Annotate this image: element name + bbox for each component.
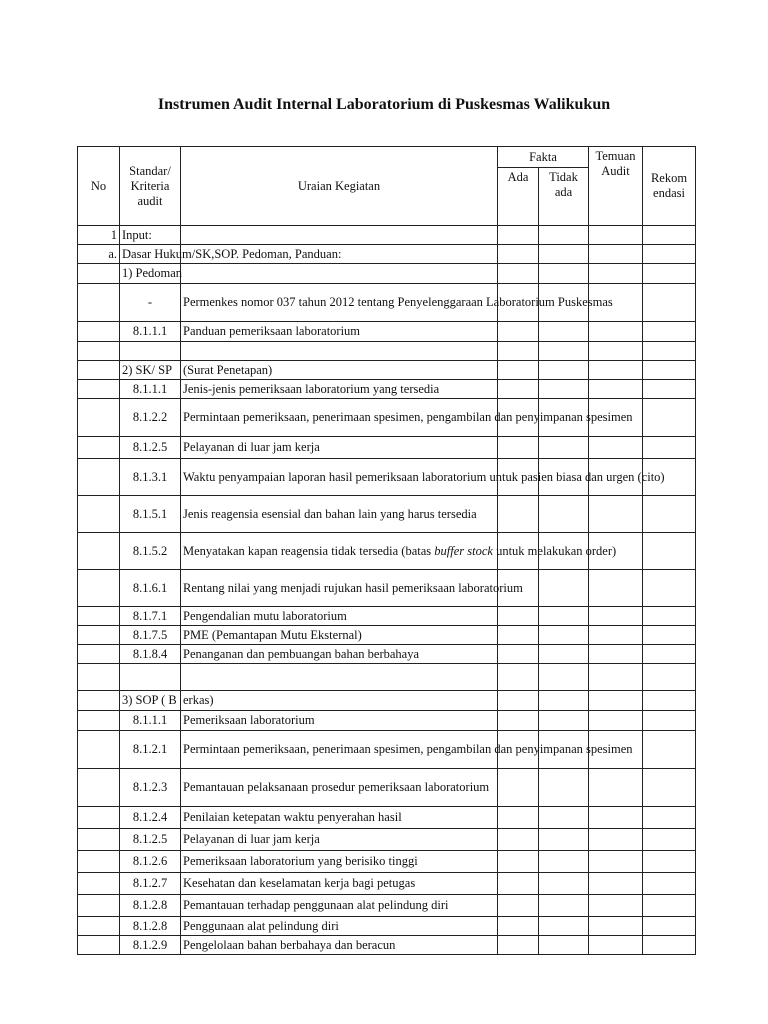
cell-temuan — [589, 711, 643, 731]
cell-temuan — [589, 264, 643, 284]
row-standard: 8.1.2.5 — [120, 437, 181, 459]
cell-ada — [498, 342, 539, 361]
table-row — [78, 570, 696, 607]
row-description — [181, 264, 498, 284]
cell-rekomendasi — [643, 829, 696, 851]
cell-temuan — [589, 226, 643, 245]
row-standard: 8.1.2.4 — [120, 807, 181, 829]
row-description — [181, 361, 498, 380]
cell-ada — [498, 380, 539, 399]
cell-tidak-ada — [539, 342, 589, 361]
cell-temuan — [589, 570, 643, 607]
cell-ada — [498, 645, 539, 664]
cell-rekomendasi — [643, 807, 696, 829]
row-number — [78, 895, 120, 917]
row-standard: 1) Pedoman — [120, 264, 181, 284]
row-description — [181, 936, 498, 955]
row-number — [78, 322, 120, 342]
row-number: a. — [78, 245, 120, 264]
cell-temuan — [589, 917, 643, 936]
table-row — [78, 361, 696, 380]
header-rekomendasi: Rekom endasi — [643, 147, 696, 226]
cell-temuan — [589, 769, 643, 807]
cell-tidak-ada — [539, 570, 589, 607]
header-standar: Standar/ Kriteria audit — [120, 147, 181, 226]
description-text: Pemeriksaan laboratorium yang berisiko tinggi — [183, 854, 418, 868]
cell-temuan — [589, 626, 643, 645]
row-description — [181, 496, 498, 533]
cell-temuan — [589, 829, 643, 851]
row-standard: 8.1.7.1 — [120, 607, 181, 626]
cell-rekomendasi — [643, 626, 696, 645]
table-row — [78, 829, 696, 851]
description-text: Waktu penyampaian laporan hasil pemeriksaan laboratorium untuk pasien biasa dan urgen (cito) — [183, 469, 665, 484]
cell-temuan — [589, 496, 643, 533]
row-description — [181, 607, 498, 626]
cell-temuan — [589, 691, 643, 711]
row-standard: 8.1.5.2 — [120, 533, 181, 570]
cell-rekomendasi — [643, 873, 696, 895]
row-description — [181, 711, 498, 731]
cell-rekomendasi — [643, 496, 696, 533]
description-text: Penilaian ketepatan waktu penyerahan hasil — [183, 810, 402, 824]
cell-rekomendasi — [643, 895, 696, 917]
row-number — [78, 664, 120, 691]
table-row — [78, 399, 696, 437]
row-standard: 8.1.2.2 — [120, 399, 181, 437]
cell-rekomendasi — [643, 533, 696, 570]
row-standard: 8.1.1.1 — [120, 380, 181, 399]
table-row — [78, 459, 696, 496]
row-number — [78, 769, 120, 807]
cell-tidak-ada — [539, 226, 589, 245]
table-row — [78, 245, 696, 264]
row-standard: 2) SK/ SP — [120, 361, 181, 380]
description-text: Jenis-jenis pemeriksaan laboratorium yang tersedia — [183, 381, 440, 396]
row-number — [78, 645, 120, 664]
table-row — [78, 264, 696, 284]
row-description — [181, 459, 665, 496]
table-row — [78, 533, 696, 570]
cell-temuan — [589, 664, 643, 691]
cell-ada — [498, 496, 539, 533]
cell-tidak-ada — [539, 873, 589, 895]
cell-rekomendasi — [643, 264, 696, 284]
description-text: Pemantauan terhadap penggunaan alat pelindung diri — [183, 898, 449, 912]
table-row — [78, 284, 696, 322]
cell-tidak-ada — [539, 807, 589, 829]
row-standard: 8.1.1.1 — [120, 322, 181, 342]
row-number — [78, 851, 120, 873]
row-description — [181, 691, 498, 711]
row-standard: 8.1.1.1 — [120, 711, 181, 731]
row-standard: 3) SOP ( B — [120, 691, 181, 711]
row-number — [78, 459, 120, 496]
cell-rekomendasi — [643, 917, 696, 936]
cell-rekomendasi — [643, 380, 696, 399]
description-text: erkas) — [183, 693, 214, 707]
cell-tidak-ada — [539, 664, 589, 691]
table-row — [78, 731, 696, 769]
table-row — [78, 769, 696, 807]
table-row — [78, 895, 696, 917]
row-description — [181, 873, 498, 895]
row-number — [78, 533, 120, 570]
cell-temuan — [589, 936, 643, 955]
table-row — [78, 873, 696, 895]
cell-rekomendasi — [643, 936, 696, 955]
row-number: 1 — [78, 226, 120, 245]
table-row — [78, 917, 696, 936]
cell-tidak-ada — [539, 607, 589, 626]
row-description — [181, 570, 523, 607]
row-standard: 8.1.6.1 — [120, 570, 181, 607]
table-row — [78, 607, 696, 626]
row-description — [181, 895, 498, 917]
row-number — [78, 496, 120, 533]
cell-rekomendasi — [643, 664, 696, 691]
cell-tidak-ada — [539, 691, 589, 711]
row-standard: - — [120, 284, 181, 322]
row-number — [78, 437, 120, 459]
table-row — [78, 626, 696, 645]
description-text: Permintaan pemeriksaan, penerimaan spesimen, pengambilan dan penyimpanan spesimen — [183, 742, 633, 756]
header-tidak-ada: Tidak ada — [539, 168, 589, 226]
cell-tidak-ada — [539, 711, 589, 731]
row-number — [78, 711, 120, 731]
cell-tidak-ada — [539, 829, 589, 851]
cell-rekomendasi — [643, 226, 696, 245]
row-standard: 8.1.2.9 — [120, 936, 181, 955]
row-number — [78, 607, 120, 626]
cell-tidak-ada — [539, 769, 589, 807]
cell-temuan — [589, 342, 643, 361]
description-text: Permintaan pemeriksaan, penerimaan spesimen, pengambilan dan penyimpanan spesimen — [183, 410, 633, 424]
description-text: Jenis reagensia esensial dan bahan lain yang harus tersedia — [183, 506, 477, 521]
description-text: Pengendalian mutu laboratorium — [183, 608, 347, 623]
row-description — [181, 284, 613, 322]
cell-rekomendasi — [643, 361, 696, 380]
cell-temuan — [589, 322, 643, 342]
table-row — [78, 645, 696, 664]
row-description — [181, 533, 617, 570]
cell-ada — [498, 245, 539, 264]
cell-temuan — [589, 873, 643, 895]
cell-rekomendasi — [643, 731, 696, 769]
cell-temuan — [589, 245, 643, 264]
row-number — [78, 691, 120, 711]
cell-rekomendasi — [643, 322, 696, 342]
cell-tidak-ada — [539, 936, 589, 955]
cell-ada — [498, 769, 539, 807]
row-number — [78, 284, 120, 322]
table-row — [78, 322, 696, 342]
table-row — [78, 496, 696, 533]
cell-rekomendasi — [643, 570, 696, 607]
cell-temuan — [589, 645, 643, 664]
row-number — [78, 917, 120, 936]
row-number — [78, 829, 120, 851]
row-standard: 8.1.7.5 — [120, 626, 181, 645]
table-row — [78, 807, 696, 829]
cell-temuan — [589, 895, 643, 917]
cell-tidak-ada — [539, 245, 589, 264]
row-number — [78, 380, 120, 399]
cell-ada — [498, 264, 539, 284]
description-text: PME (Pemantapan Mutu Eksternal) — [183, 627, 362, 642]
cell-ada — [498, 691, 539, 711]
row-description — [181, 829, 498, 851]
row-description — [181, 226, 498, 245]
cell-rekomendasi — [643, 284, 696, 322]
cell-tidak-ada — [539, 917, 589, 936]
description-tail: untuk melakukan order) — [492, 543, 617, 558]
row-standard: 8.1.2.3 — [120, 769, 181, 807]
cell-ada — [498, 361, 539, 380]
row-description — [181, 399, 633, 437]
cell-tidak-ada — [539, 851, 589, 873]
row-standard: 8.1.5.1 — [120, 496, 181, 533]
row-description — [181, 769, 498, 807]
cell-tidak-ada — [539, 264, 589, 284]
row-description — [181, 626, 498, 645]
row-number — [78, 361, 120, 380]
cell-tidak-ada — [539, 895, 589, 917]
description-text: (Surat Penetapan) — [183, 362, 273, 377]
cell-rekomendasi — [643, 245, 696, 264]
table-body — [78, 226, 696, 955]
cell-ada — [498, 626, 539, 645]
cell-tidak-ada — [539, 437, 589, 459]
row-standard: 8.1.2.6 — [120, 851, 181, 873]
row-standard: 8.1.2.8 — [120, 895, 181, 917]
cell-ada — [498, 829, 539, 851]
row-number — [78, 342, 120, 361]
cell-tidak-ada — [539, 626, 589, 645]
row-description — [181, 807, 498, 829]
description-text: Pemantauan pelaksanaan prosedur pemeriksaan laboratorium — [183, 780, 490, 794]
row-standard — [120, 664, 181, 691]
cell-temuan — [589, 361, 643, 380]
cell-rekomendasi — [643, 607, 696, 626]
row-standard: Input: — [120, 226, 181, 245]
row-description — [181, 645, 498, 664]
cell-ada — [498, 873, 539, 895]
cell-tidak-ada — [539, 380, 589, 399]
cell-ada — [498, 807, 539, 829]
cell-ada — [498, 936, 539, 955]
table-row — [78, 851, 696, 873]
row-number — [78, 570, 120, 607]
row-number — [78, 807, 120, 829]
cell-temuan — [589, 380, 643, 399]
cell-rekomendasi — [643, 711, 696, 731]
header-no: No — [78, 147, 120, 226]
audit-table — [77, 146, 696, 955]
table-row — [78, 226, 696, 245]
description-text: Pengelolaan bahan berbahaya dan beracun — [183, 937, 396, 952]
document-title: Instrumen Audit Internal Laboratorium di Puskesmas Walikukun — [157, 96, 611, 113]
cell-ada — [498, 851, 539, 873]
row-standard: Dasar Hukum/SK,SOP. Pedoman, Panduan: — [120, 245, 181, 264]
cell-rekomendasi — [643, 399, 696, 437]
cell-tidak-ada — [539, 322, 589, 342]
row-description — [181, 437, 498, 459]
description-text: Pelayanan di luar jam kerja — [183, 440, 320, 454]
row-description — [181, 664, 498, 691]
header-ada: Ada — [498, 168, 539, 226]
row-standard: 8.1.2.1 — [120, 731, 181, 769]
row-number — [78, 936, 120, 955]
cell-temuan — [589, 851, 643, 873]
header-fakta: Fakta — [498, 147, 589, 168]
description-italic: buffer stock — [434, 543, 493, 558]
cell-tidak-ada — [539, 496, 589, 533]
row-standard: 8.1.2.5 — [120, 829, 181, 851]
cell-temuan — [589, 807, 643, 829]
cell-tidak-ada — [539, 361, 589, 380]
header-uraian: Uraian Kegiatan — [181, 147, 498, 226]
description-text: Pemeriksaan laboratorium — [183, 713, 315, 727]
row-number — [78, 626, 120, 645]
cell-rekomendasi — [643, 769, 696, 807]
cell-ada — [498, 437, 539, 459]
cell-tidak-ada — [539, 645, 589, 664]
cell-temuan — [589, 437, 643, 459]
row-number — [78, 873, 120, 895]
row-description — [181, 917, 498, 936]
row-description — [181, 731, 633, 769]
cell-ada — [498, 664, 539, 691]
table-row — [78, 342, 696, 361]
row-standard: 8.1.8.4 — [120, 645, 181, 664]
table-row — [78, 936, 696, 955]
description-text: Kesehatan dan keselamatan kerja bagi petugas — [183, 876, 416, 890]
row-number — [78, 731, 120, 769]
row-standard: 8.1.2.7 — [120, 873, 181, 895]
cell-ada — [498, 607, 539, 626]
cell-ada — [498, 226, 539, 245]
cell-ada — [498, 917, 539, 936]
row-description — [181, 380, 498, 399]
row-standard: 8.1.3.1 — [120, 459, 181, 496]
table-row — [78, 437, 696, 459]
table-row — [78, 711, 696, 731]
description-text: Penggunaan alat pelindung diri — [183, 918, 339, 933]
cell-ada — [498, 322, 539, 342]
table-row — [78, 380, 696, 399]
table-row — [78, 691, 696, 711]
row-description — [181, 342, 498, 361]
description-text: Pelayanan di luar jam kerja — [183, 832, 320, 846]
header-temuan: Temuan Audit — [589, 147, 643, 226]
cell-ada — [498, 895, 539, 917]
description-text: Menyatakan kapan reagensia tidak tersedia (batas — [183, 543, 432, 558]
row-description — [181, 322, 498, 342]
row-number — [78, 264, 120, 284]
cell-temuan — [589, 607, 643, 626]
row-number — [78, 399, 120, 437]
description-text: Penanganan dan pembuangan bahan berbahaya — [183, 646, 420, 661]
cell-rekomendasi — [643, 342, 696, 361]
row-standard — [120, 342, 181, 361]
row-standard: 8.1.2.8 — [120, 917, 181, 936]
row-description — [181, 851, 498, 873]
cell-rekomendasi — [643, 851, 696, 873]
description-text: Panduan pemeriksaan laboratorium — [183, 324, 361, 338]
table-row — [78, 664, 696, 691]
cell-rekomendasi — [643, 691, 696, 711]
description-text: Rentang nilai yang menjadi rujukan hasil pemeriksaan laboratorium — [183, 580, 523, 595]
cell-ada — [498, 711, 539, 731]
cell-rekomendasi — [643, 645, 696, 664]
description-text: Permenkes nomor 037 tahun 2012 tentang Penyelenggaraan Laboratorium Puskesmas — [183, 295, 613, 309]
cell-rekomendasi — [643, 437, 696, 459]
